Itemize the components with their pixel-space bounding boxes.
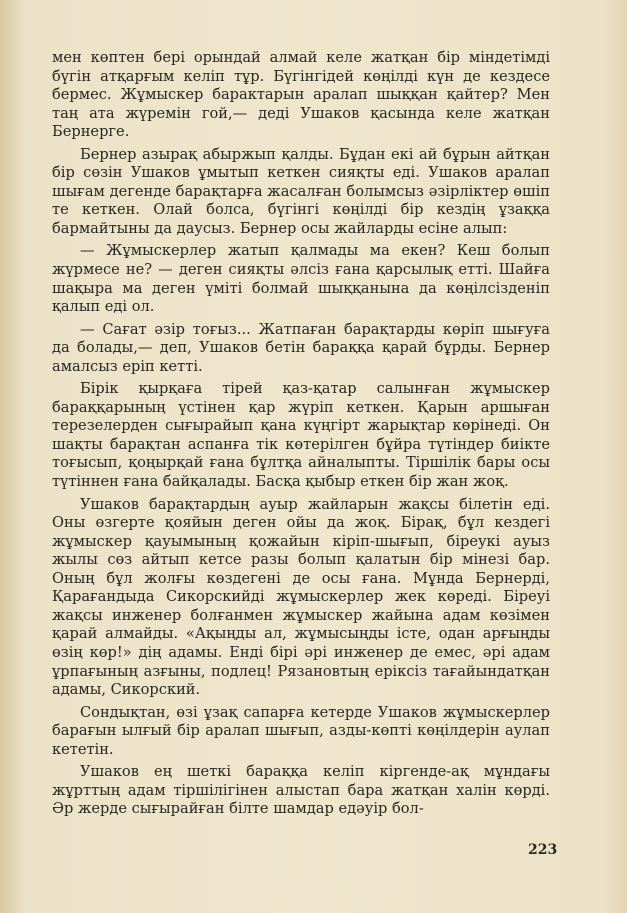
paragraph-5: Бірік қырқаға тірей қаз-қатар салынған жұмыскер бараққарының үстінен қар жүріп кеткен. Қарын аршыған терезелерден сығырайып қана күңгірт жарықтар көрінеді. Он шақты барақтан аспанға тік көтерілген бұйра түтіндер биікте тоғысып, қоңырқай ғана бұлтқа айналыпты. Тіршілік бары осы түтіннен ғана байқалады. Басқа қыбыр еткен бір жан жоқ. — [52, 380, 550, 491]
paragraph-8: Ушаков ең шеткі бараққа келіп кіргенде-ақ мұндағы жұрттың адам тіршілігінен алыстап бара жатқан халін көрді. Әр жерде сығырайған білте шамдар едәуір бол- — [52, 763, 550, 818]
paragraph-2: Бернер азырақ абыржып қалды. Бұдан екі ай бұрын айтқан бір сөзін Ушаков ұмытып кеткен сияқты еді. Ушаков аралап шығам дегенде барақтарға жасалған болымсыз әзірліктер өшіп те кеткен. Олай болса, бүгінгі көңілді бір кездің ұзаққа бармайтыны да даусыз. Бернер осы жайларды есіне алып: — [52, 145, 550, 237]
paragraph-4: — Сағат әзір тоғыз... Жатпаған барақтарды көріп шығуға да болады,— деп, Ушаков бетін бараққа қарай бұрды. Бернер амалсыз еріп кетті. — [52, 320, 550, 375]
paragraph-3: — Жұмыскерлер жатып қалмады ма екен? Кеш болып жүрмесе не? — деген сияқты әлсіз ғана қарсылық етті. Шайға шақыра ма деген үміті болмай шыққанына да көңілсізденіп қалып еді ол. — [52, 242, 550, 316]
paragraph-1: мен көптен бері орындай алмай келе жатқан бір міндетімді бүгін атқарғым келіп тұр. Бүгінгідей көңілді күн де кездесе бермес. Жұмыскер барактарын аралап шыққан қайтер? Мен таң ата жүремін гой,— деді Ушаков қасында келе жатқан Бернерге. — [52, 49, 550, 141]
page-number: 223 — [528, 842, 558, 858]
paragraph-6: Ушаков барақтардың ауыр жайларын жақсы білетін еді. Оны өзгерте қояйын деген ойы да жоқ. Бірақ, бұл кездегі жұмыскер қауымының қожайын кіріп-шығып, біреукі ауыз жылы сөз айтып кетсе разы болып қалатын бір мінезі бар. Оның бұл жолғы көздегені де осы ғана. Мұнда Бернерді, Қарағандыда Сикорскийді жұмыскерлер жек көреді. Біреуі жақсы инженер болғанмен жұмыскер жайына адам көзімен қарай алмайды. «Ақыңды ал, жұмысыңды істе, одан арғыңды өзің көр!» дің адамы. Енді бірі әрі инженер де емес, әрі адам ұрпағының азғыны, подлец! Рязановтың еріксіз тағайындатқан адамы, Сикорский. — [52, 495, 550, 699]
paragraph-7: Сондықтан, өзі ұзақ сапарға кетерде Ушаков жұмыскерлер барағын ылғый бір аралап шығып, азды-көпті көңілдерін аулап кететін. — [52, 703, 550, 758]
body-text — [52, 49, 550, 823]
